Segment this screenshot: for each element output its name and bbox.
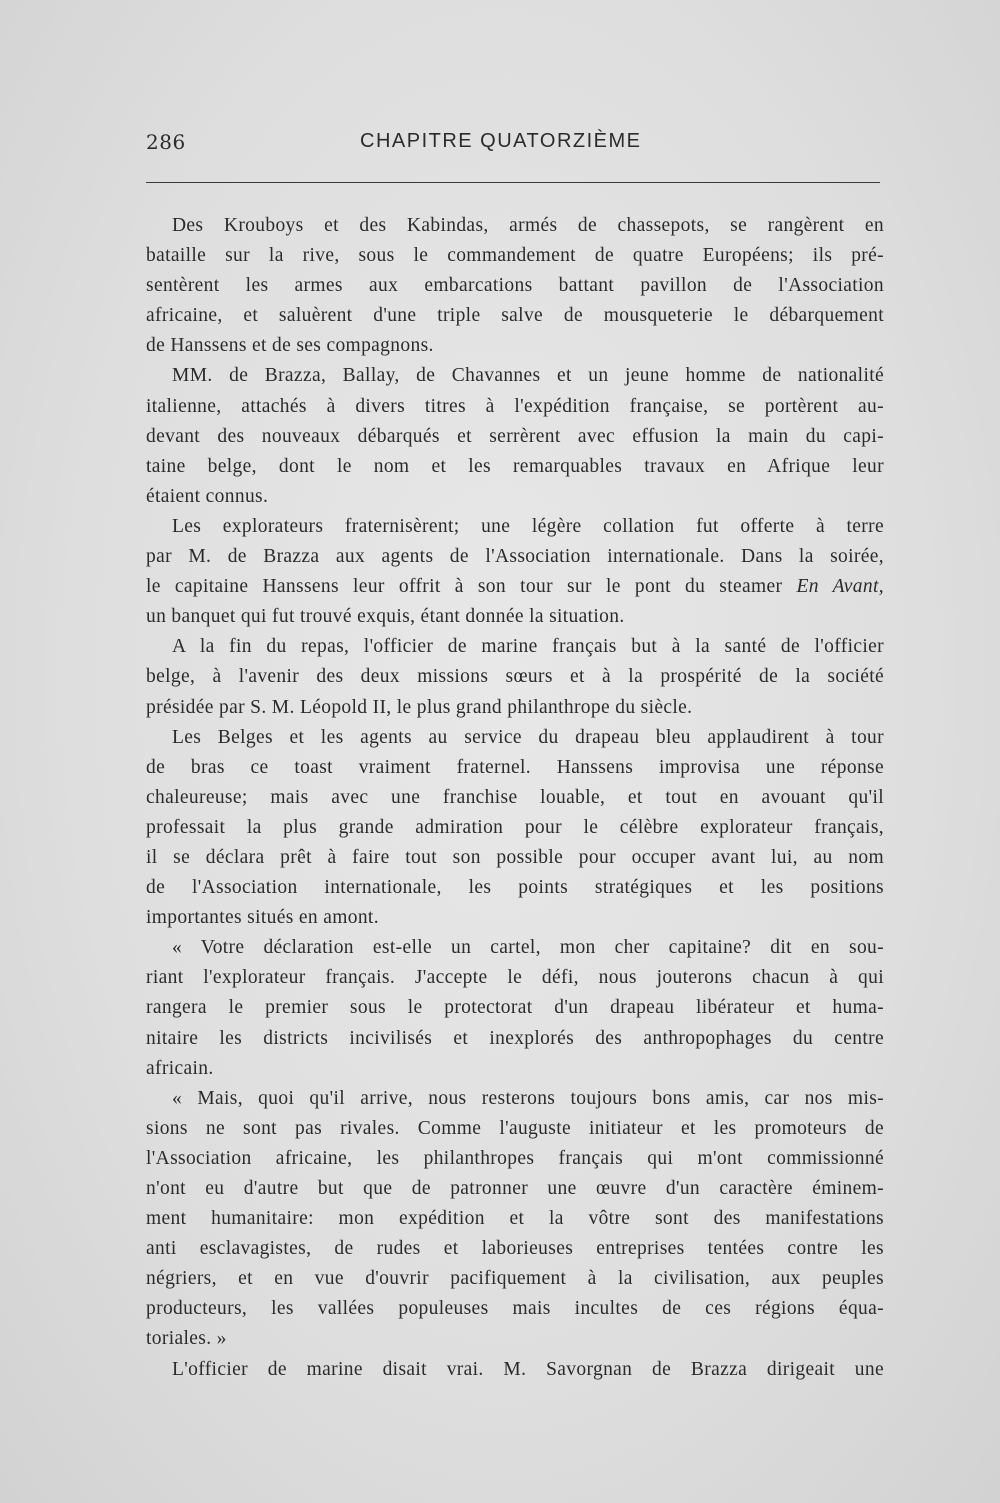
text-line: devant des nouveaux débarqués et serrèrent avec effusion la main du capi- (146, 425, 884, 447)
text-line: A la fin du repas, l'officier de marine français but à la santé de l'officier (172, 636, 884, 658)
text-line: MM. de Brazza, Ballay, de Chavannes et un jeune homme de nationalité (172, 365, 884, 387)
text-line: chaleureuse; mais avec une franchise louable, et tout en avouant qu'il (146, 786, 884, 808)
text-line: ment humanitaire: mon expédition et la vôtre sont des manifestations (146, 1208, 884, 1230)
text-line: présidée par S. M. Léopold II, le plus grand philanthrope du siècle. (146, 696, 693, 718)
text-line: riant l'explorateur français. J'accepte le défi, nous jouterons chacun à qui (146, 967, 884, 989)
text-line: africain. (146, 1057, 214, 1079)
paragraph (146, 933, 884, 1083)
paragraph (146, 632, 884, 722)
text-line: anti esclavagistes, de rudes et laborieuses entreprises tentées contre les (146, 1238, 884, 1260)
text-line-fragment: le capitaine Hanssens leur offrit à son tour sur le pont du steamer (146, 576, 783, 598)
text-line: Les explorateurs fraternisèrent; une légère collation fut offerte à terre (172, 515, 884, 537)
paragraph (146, 1355, 884, 1385)
text-line: l'Association africaine, les philanthropes français qui m'ont commissionné (146, 1147, 884, 1169)
ship-name: En Avant, (796, 576, 885, 598)
text-line: Des Krouboys et des Kabindas, armés de chassepots, se rangèrent en (172, 215, 884, 236)
paragraph (146, 361, 884, 511)
text-line: rangera le premier sous le protectorat d'un drapeau libérateur et huma- (146, 997, 884, 1019)
page-header (146, 126, 880, 160)
text-line: nitaire les districts incivilisés et inexplorés des anthropophages du centre (146, 1027, 884, 1049)
text-line: belge, à l'avenir des deux missions sœurs et à la prospérité de la société (146, 666, 884, 688)
text-line: professait la plus grande admiration pour le célèbre explorateur français, (146, 816, 884, 838)
body-text (146, 211, 884, 1385)
text-line: africaine, et saluèrent d'une triple salve de mousqueterie le débarquement (146, 305, 884, 327)
text-line: sions ne sont pas rivales. Comme l'auguste initiateur et les promoteurs de (146, 1117, 884, 1139)
text-line: un banquet qui fut trouvé exquis, étant donnée la situation. (146, 606, 625, 628)
text-line: « Mais, quoi qu'il arrive, nous resterons toujours bons amis, car nos mis- (172, 1087, 884, 1109)
paragraph (146, 512, 884, 632)
text-line: il se déclara prêt à faire tout son possible pour occuper avant lui, au nom (146, 846, 884, 868)
text-line: Les Belges et les agents au service du drapeau bleu applaudirent à tour (172, 726, 884, 748)
text-line: par M. de Brazza aux agents de l'Association internationale. Dans la soirée, (146, 546, 884, 568)
text-line: sentèrent les armes aux embarcations battant pavillon de l'Association (146, 275, 884, 297)
text-line (146, 572, 884, 602)
paragraph (146, 1084, 884, 1355)
text-line: « Votre déclaration est-elle un cartel, mon cher capitaine? dit en sou- (172, 937, 884, 959)
paragraph (146, 723, 884, 934)
text-line: producteurs, les vallées populeuses mais incultes de ces régions équa- (146, 1298, 884, 1320)
text-line: italienne, attachés à divers titres à l'expédition française, se portèrent au- (146, 395, 884, 417)
text-line: taine belge, dont le nom et les remarquables travaux en Afrique leur (146, 455, 884, 477)
page-number: 286 (146, 130, 186, 154)
text-line: étaient connus. (146, 485, 269, 507)
text-line: de l'Association internationale, les points stratégiques et les positions (146, 877, 884, 899)
text-line: de Hanssens et de ses compagnons. (146, 335, 434, 357)
paragraph (146, 211, 884, 361)
text-line: de bras ce toast vraiment fraternel. Hanssens improvisa une réponse (146, 756, 884, 778)
running-title: CHAPITRE QUATORZIÈME (360, 130, 642, 152)
text-line: toriales. » (146, 1328, 227, 1350)
header-rule (146, 182, 880, 183)
text-line: négriers, et en vue d'ouvrir pacifiquement à la civilisation, aux peuples (146, 1268, 884, 1290)
text-line: L'officier de marine disait vrai. M. Savorgnan de Brazza dirigeait une (172, 1358, 884, 1380)
text-line: importantes situés en amont. (146, 907, 379, 929)
text-line: bataille sur la rive, sous le commandement de quatre Européens; ils pré- (146, 245, 884, 267)
text-line: n'ont eu d'autre but que de patronner une œuvre d'un caractère éminem- (146, 1178, 884, 1199)
